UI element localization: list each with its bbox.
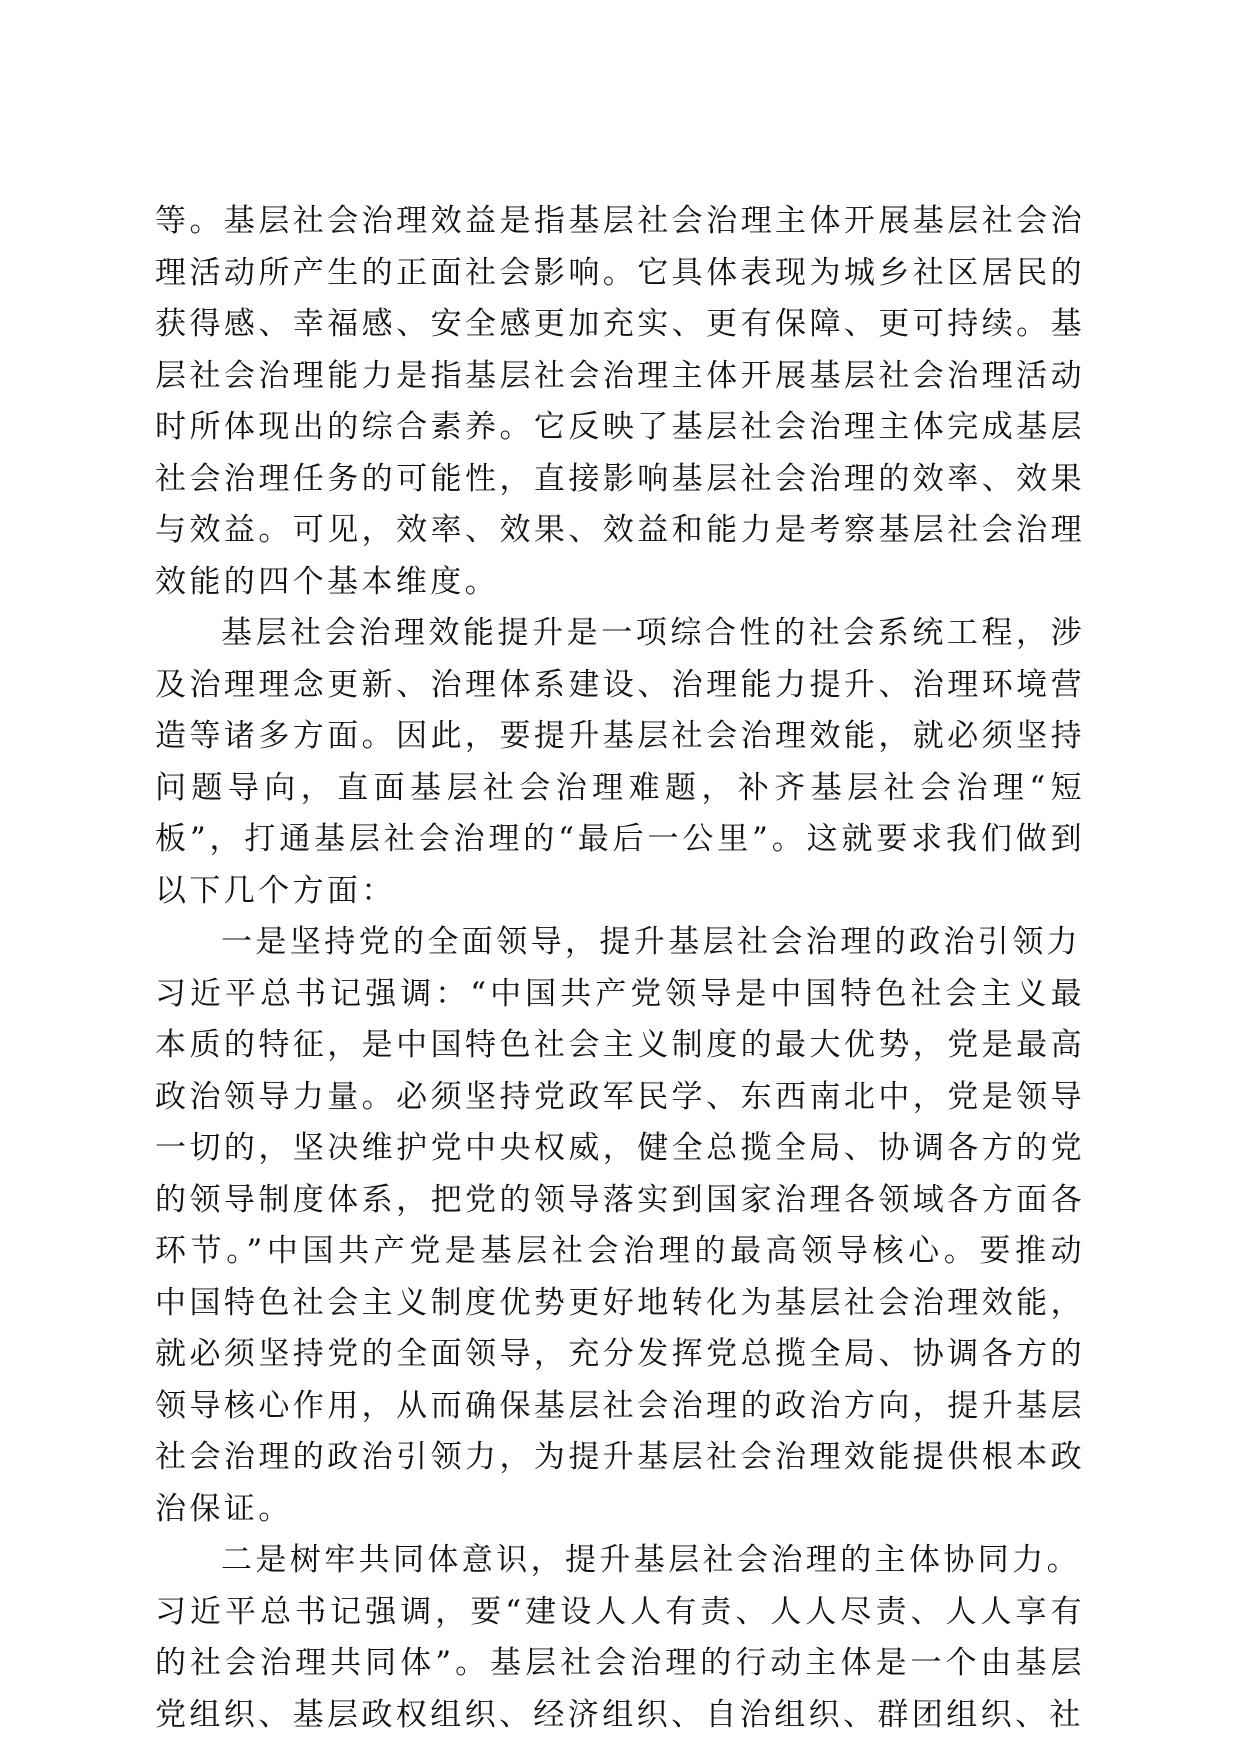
paragraph-3: 习近平总书记强调：“中国共产党领导是中国特色社会主义最本质的特征，是中国特色社会主义制度的最大优势，党是最高政治领导力量。必须坚持党政军民学、东西南北中，党是领导一切的，坚决维护党中央权威，健全总揽全局、协调各方的党的领导制度体系，把党的领导落实到国家治理各领域各方面各环节。”中国共产党是基层社会治理的最高领导核心。要推动中国特色社会主义制度优势更好地转化为基层社会治理效能，就必须坚持党的全面领导，充分发挥党总揽全局、协调各方的领导核心作用，从而确保基层社会治理的政治方向，提升基层社会治理的政治引领力，为提升基层社会治理效能提供根本政治保证。: [155, 975, 1085, 1527]
document-body: [155, 196, 1085, 1741]
paragraph-4: 习近平总书记强调，要“建设人人有责、人人尽责、人人享有的社会治理共同体”。基层社会治理的行动主体是一个由基层党组织、基层政权组织、经济组织、自治组织、群团组织、社: [155, 1593, 1085, 1733]
paragraph-2: 基层社会治理效能提升是一项综合性的社会系统工程，涉及治理理念更新、治理体系建设、治理能力提升、治理环境营造等诸多方面。因此，要提升基层社会治理效能，就必须坚持问题导向，直面基层社会治理难题，补齐基层社会治理“短板”，打通基层社会治理的“最后一公里”。这就要求我们做到以下几个方面：: [155, 615, 1085, 909]
section-heading-2: 二是树牢共同体意识，提升基层社会治理的主体协同力。: [221, 1542, 1081, 1578]
paragraph-1: 等。基层社会治理效益是指基层社会治理主体开展基层社会治理活动所产生的正面社会影响。它具体表现为城乡社区居民的获得感、幸福感、安全感更加充实、更有保障、更可持续。基层社会治理能力是指基层社会治理主体开展基层社会治理活动时所体现出的综合素养。它反映了基层社会治理主体完成基层社会治理任务的可能性，直接影响基层社会治理的效率、效果与效益。可见，效率、效果、效益和能力是考察基层社会治理效能的四个基本维度。: [155, 203, 1085, 600]
section-heading-1: 一是坚持党的全面领导，提升基层社会治理的政治引领力: [221, 924, 1081, 960]
